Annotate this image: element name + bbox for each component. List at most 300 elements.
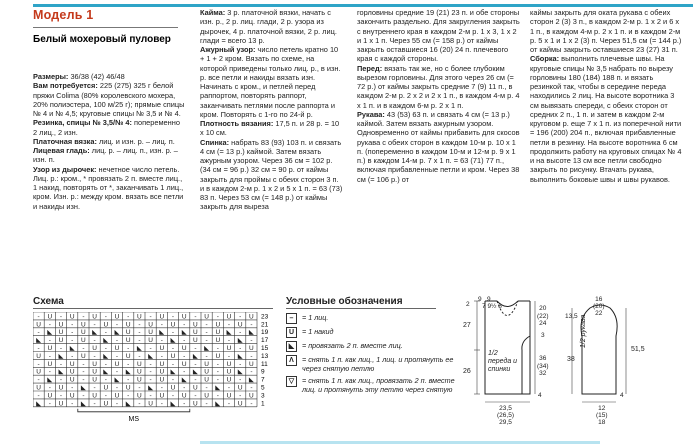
chart-cell-symbol: -: [138, 400, 141, 408]
chart-cell-symbol: -: [205, 400, 208, 408]
legend-item: [286, 376, 456, 394]
legend-text: = 1 накид: [302, 327, 334, 336]
chart-cell-symbol: ◣: [170, 337, 176, 345]
chart-cell-symbol: ◣: [148, 352, 154, 360]
chart-cell-symbol: U: [103, 321, 109, 329]
body-left-mid: 27: [463, 322, 471, 329]
chart-cell-symbol: U: [47, 392, 53, 400]
chart-cell-symbol: -: [216, 368, 219, 376]
legend-symbol: U: [286, 327, 297, 338]
chart-cell-symbol: ◣: [204, 345, 210, 352]
chart-cell-symbol: -: [93, 400, 96, 408]
chart-cell-symbol: ◣: [170, 368, 176, 376]
chart-cell-symbol: ◣: [237, 337, 243, 345]
paragraph-text: выполнить плечевые швы. На круговые спицы № 3,5 набрать по вырезу горловины 180 (184) 188 п. и вязать резинкой так, чтобы в середине переда находились 2 лиц. На высоте воротника 3 см вывязать спереди, с обеих сторон от средних 2 п., 1 п. и затем в каждом 2-м круговом р. еще 7 х 1 п. из поперечной нити = 196 (200) 204 п., включая прибавленные петли в резинку. На высоте воротника 6 см продолжить работу на круговых спицах № 4 и на высоте 13 см все петли свободно закрыть по рисунку. Втачать рукава, выполнить боковые швы и швы рукавов.: [530, 54, 682, 184]
chart-cell-symbol: -: [239, 313, 242, 321]
chart-cell-symbol: U: [237, 384, 243, 392]
chart-cell-symbol: -: [93, 352, 96, 360]
body-right-low: 36 (34) 32: [537, 355, 549, 377]
chart-cell-symbol: U: [137, 368, 142, 376]
chart-cell-symbol: -: [205, 352, 208, 360]
legend-item: [286, 341, 456, 352]
chart-cell-symbol: -: [82, 360, 85, 368]
model-title: Модель 1: [33, 8, 94, 22]
chart-cell-symbol: ◣: [125, 400, 131, 408]
paragraph: [200, 119, 343, 138]
paragraph-text: 3 р. платочной вязки, начать с изн. р., 2 р. лиц. глади, 2 р. узора из дырочек, 4 р. платочной вязки, 2 р. лиц. глади = всего 13 р.: [200, 8, 337, 45]
chart-cell-symbol: U: [193, 384, 198, 392]
chart-cell-symbol: -: [205, 329, 208, 337]
legend-item: [286, 327, 456, 338]
chart-cell-symbol: -: [183, 400, 186, 408]
paragraph-label: Ажурный узор:: [200, 45, 256, 54]
chart-cell-symbol: ◣: [114, 329, 120, 337]
text-column-2: [200, 8, 343, 212]
chart-cell-symbol: U: [125, 352, 131, 360]
chart-cell-symbol: -: [183, 384, 186, 392]
paragraph: [200, 8, 343, 45]
chart-cell-symbol: U: [58, 384, 64, 392]
chart-row-number: 3: [261, 392, 265, 400]
paragraph: [357, 110, 520, 184]
chart-cell-symbol: ◣: [80, 384, 86, 392]
chart-cell-symbol: -: [227, 321, 231, 329]
chart-cell-symbol: -: [205, 321, 208, 329]
body-num-top: 9 9: [478, 296, 491, 303]
chart-cell-symbol: U: [226, 360, 232, 368]
chart-cell-symbol: -: [93, 321, 96, 329]
chart-cell-symbol: -: [183, 321, 186, 329]
chart-cell-symbol: U: [170, 384, 176, 392]
chart-cell-symbol: ◣: [103, 337, 109, 345]
chart-cell-symbol: -: [82, 368, 85, 376]
sleeve-right-num: 51,5: [631, 346, 645, 353]
chart-cell-symbol: -: [37, 329, 40, 337]
chart-cell-symbol: -: [71, 400, 74, 408]
chart-cell-symbol: U: [81, 352, 86, 360]
chart-cell-symbol: -: [48, 337, 51, 345]
chart-cell-symbol: U: [215, 352, 221, 360]
chart-cell-symbol: -: [149, 313, 152, 321]
chart-cell-symbol: -: [239, 345, 242, 352]
chart-cell-symbol: U: [36, 368, 41, 376]
chart-cell-symbol: -: [115, 400, 119, 408]
chart-cell-symbol: U: [204, 368, 209, 376]
chart-cell-symbol: U: [249, 392, 254, 400]
chart-cell-symbol: U: [148, 329, 153, 337]
chart-cell-symbol: -: [194, 376, 197, 384]
chart-cell-symbol: -: [250, 352, 253, 360]
chart-cell-symbol: -: [138, 321, 141, 329]
chart-cell-symbol: -: [93, 337, 96, 345]
chart-cell-symbol: -: [205, 337, 208, 345]
chart-cell-symbol: U: [249, 360, 254, 368]
chart-cell-symbol: U: [215, 337, 221, 345]
chart-cell-symbol: ◣: [80, 400, 86, 408]
chart-cell-symbol: -: [71, 384, 74, 392]
paragraph-label: Размеры:: [33, 72, 69, 81]
paragraph-text: каймы закрыть для оката рукава с обеих сторон 2 (3) 3 п., в каждом 2-м р. 1 х 2 и 6 х 1 п., в каждом 4-м р. 2 х 1 п. и в каждом 2-м р. 5 х 1 и 1 х 2 (3) п. Через 51,5 см (= 144 р.) от каймы закрыть оставшиеся 23 (27) 31 п.: [530, 8, 682, 54]
chart-cell-symbol: ◣: [103, 352, 109, 360]
model-subtitle: Белый мохеровый пуловер: [33, 34, 171, 45]
chart-cell-symbol: U: [36, 352, 41, 360]
chart-cell-symbol: U: [92, 360, 97, 368]
chart-cell-symbol: U: [58, 337, 64, 345]
chart-cell-symbol: U: [226, 376, 232, 384]
chart-cell-symbol: -: [115, 352, 119, 360]
chart-cell-symbol: -: [48, 368, 51, 376]
chart-cell-symbol: -: [71, 352, 74, 360]
legend-text: = снять 1 п. как лиц., 1 лиц. и протянуть ее через снятую петлю: [302, 355, 454, 373]
chart-cell-symbol: U: [226, 368, 232, 376]
paragraph-label: Кайма:: [200, 8, 226, 17]
chart-cell-symbol: ◣: [125, 368, 131, 376]
chart-cell-symbol: -: [138, 329, 141, 337]
chart-cell-symbol: -: [171, 329, 175, 337]
chart-cell-symbol: U: [36, 384, 41, 392]
chart-cell-symbol: ◣: [159, 329, 165, 337]
chart-cell-symbol: -: [239, 360, 242, 368]
paragraph: [200, 45, 343, 119]
paragraph-text: попеременно 2 лиц., 2 изн.: [33, 118, 180, 137]
chart-cell-symbol: U: [215, 329, 221, 337]
chart-cell-symbol: ◣: [170, 400, 176, 408]
paragraph-text: лиц. р. – лиц. п., изн. р. – изн. п.: [33, 146, 178, 165]
chart-cell-symbol: -: [104, 376, 107, 384]
chart-row-number: 5: [261, 384, 265, 392]
paragraph-text: 17,5 п. и 28 р. = 10 х 10 см.: [200, 119, 340, 138]
chart-cell-symbol: -: [171, 392, 175, 400]
chart-cell-symbol: -: [183, 352, 186, 360]
chart-cell-symbol: -: [82, 392, 85, 400]
paragraph-label: Сборка:: [530, 54, 560, 64]
chart-cell-symbol: U: [137, 376, 142, 384]
chart-cell-symbol: -: [149, 368, 152, 376]
chart-row-number: 21: [261, 321, 269, 329]
legend-symbol: ▽: [286, 376, 297, 387]
chart-cell-symbol: -: [127, 313, 130, 321]
chart-row-number: 13: [261, 352, 269, 360]
chart-cell-symbol: ◣: [47, 329, 53, 337]
chart-cell-symbol: -: [104, 392, 107, 400]
paragraph-text: нечетное число петель. Лиц. р.: кром., * провязать 2 п. вместе лиц., 1 накид, повторять от *, заканчивать 1 лиц., кром. Изн. р.: между кром. вязать все петли и накиды изн.: [33, 164, 184, 211]
body-left-low: 26: [463, 368, 471, 375]
paragraph-label: Плотность вязания:: [200, 119, 274, 128]
paragraph-text: число петель кратно 10 + 1 + 2 кром. Вязать по схеме, на которой приведены только лиц. р., в изн. р. все петли и накиды вязать изн. Начинать с кром., и петлей перед раппортом, повторять раппорт, заканчивать петлями после раппорта и кром. Повторять с 1-го по 24-й р.: [200, 45, 341, 119]
chart-cell-symbol: U: [204, 313, 209, 321]
chart-cell-symbol: -: [59, 345, 63, 352]
chart-cell-symbol: -: [227, 384, 231, 392]
chart-cell-symbol: U: [137, 360, 142, 368]
chart-cell-symbol: U: [103, 384, 109, 392]
chart-cell-symbol: U: [193, 329, 198, 337]
chart-cell-symbol: U: [47, 345, 53, 352]
chart-cell-symbol: -: [104, 313, 107, 321]
chart-cell-symbol: U: [125, 321, 131, 329]
chart-cell-symbol: ◣: [181, 329, 187, 337]
chart-cell-symbol: ◣: [181, 376, 187, 384]
paragraph: [357, 8, 520, 64]
chart-cell-symbol: U: [159, 376, 165, 384]
chart-cell-symbol: U: [114, 345, 120, 352]
chart-row-number: 15: [261, 345, 269, 352]
chart-row-number: 9: [261, 368, 265, 376]
legend-symbol: –: [286, 313, 297, 324]
chart-cell-symbol: -: [115, 384, 119, 392]
chart-cell-symbol: U: [69, 313, 75, 321]
top-color-bar: [33, 4, 693, 7]
chart-cell-symbol: U: [81, 321, 86, 329]
paragraph: [33, 72, 186, 81]
paragraph: [33, 146, 186, 165]
text-column-3: [357, 8, 520, 184]
chart-cell-symbol: -: [138, 384, 141, 392]
chart-cell-symbol: U: [58, 321, 64, 329]
chart-cell-symbol: U: [58, 400, 64, 408]
paragraph: [530, 8, 682, 54]
legend-item: [286, 313, 456, 324]
chart-cell-symbol: -: [171, 313, 175, 321]
chart-cell-symbol: U: [193, 400, 198, 408]
legend-divider: [286, 308, 436, 309]
legend-text: = снять 1 п. как лиц., провязать 2 п. вместе лиц. и протянуть эту петлю через снятую: [302, 376, 455, 394]
chart-cell-symbol: ◣: [103, 368, 109, 376]
chart-cell-symbol: -: [149, 345, 152, 352]
legend-heading: Условные обозначения: [286, 296, 403, 307]
paragraph-label: Лицевая гладь:: [33, 146, 90, 155]
chart-cell-symbol: U: [159, 368, 165, 376]
chart-cell-symbol: -: [48, 400, 51, 408]
paragraph-text: вязать так же, но с более глубоким вырезом горловины. Для этого через 26 см (= 72 р.) от каймы закрыть средние 7 (9) 11 п., в каждом 2-м р. 2 х 2 и 2 х 1 п., в каждом 4-м р. 4 х 1 п. и в каждом 6-м р. 2 х 1 п.: [357, 63, 520, 110]
chart-cell-symbol: -: [37, 360, 40, 368]
chart-cell-symbol: -: [37, 392, 40, 400]
chart-cell-symbol: -: [227, 400, 231, 408]
chart-cell-symbol: U: [137, 313, 142, 321]
chart-cell-symbol: -: [194, 360, 197, 368]
bottom-color-bar: [200, 441, 600, 444]
paragraph-label: Рукава:: [357, 109, 385, 119]
chart-cell-symbol: U: [81, 337, 86, 345]
chart-cell-symbol: -: [239, 376, 242, 384]
chart-cell-symbol: -: [115, 321, 119, 329]
chart-cell-symbol: U: [226, 345, 232, 352]
chart-cell-symbol: ◣: [92, 329, 98, 337]
chart-cell-symbol: -: [183, 368, 186, 376]
chart-cell-symbol: U: [148, 321, 153, 329]
chart-cell-symbol: -: [239, 392, 242, 400]
chart-cell-symbol: ◣: [114, 376, 120, 384]
chart-cell-symbol: -: [250, 400, 253, 408]
chart-cell-symbol: -: [250, 368, 253, 376]
chart-cell-symbol: -: [104, 360, 107, 368]
chart-cell-symbol: -: [160, 337, 163, 345]
chart-cell-symbol: U: [181, 360, 187, 368]
paragraph-text: 225 (275) 325 г белой пряжи Colima (80% королевского мохера, 20% полиэстера, 100 м/25 г); прямые спицы № 4 и № 4,5; круговые спицы № 3,5 и № 4.: [33, 81, 185, 118]
paragraph-text: 36/38 (42) 46/48: [68, 72, 125, 81]
paragraph: [357, 64, 520, 110]
chart-cell-symbol: U: [215, 321, 221, 329]
chart-cell-symbol: ◣: [58, 352, 64, 360]
chart-cell-symbol: ◣: [148, 384, 154, 392]
chart-cell-symbol: -: [250, 321, 253, 329]
chart-cell-symbol: -: [59, 360, 63, 368]
paragraph-label: Перед:: [357, 63, 383, 73]
chart-cell-symbol: -: [194, 345, 197, 352]
chart-cell-symbol: -: [171, 345, 175, 352]
chart-cell-symbol: -: [37, 345, 40, 352]
chart-cell-symbol: U: [237, 321, 243, 329]
chart-row-number: 19: [261, 329, 269, 337]
paragraph: [200, 138, 343, 212]
chart-cell-symbol: U: [148, 400, 153, 408]
chart-cell-symbol: -: [149, 360, 152, 368]
chart-cell-symbol: -: [37, 376, 40, 384]
chart-row-number: 7: [261, 376, 265, 384]
chart-cell-symbol: U: [193, 337, 198, 345]
chart-cell-symbol: -: [127, 360, 130, 368]
chart-cell-symbol: U: [181, 313, 187, 321]
chart-cell-symbol: ◣: [136, 345, 142, 352]
chart-cell-symbol: -: [82, 313, 85, 321]
text-column-1: [33, 72, 186, 211]
sleeve-bottom-nums: 12 (15) 18: [596, 405, 608, 426]
body-side-num: 4: [538, 392, 542, 399]
chart-cell-symbol: U: [47, 313, 53, 321]
chart-cell-symbol: -: [138, 352, 141, 360]
text-column-4: [530, 8, 682, 184]
legend-text: = 1 лиц.: [302, 313, 329, 322]
chart-cell-symbol: ◣: [248, 329, 254, 337]
chart-cell-symbol: U: [159, 345, 165, 352]
chart-cell-symbol: U: [249, 345, 254, 352]
chart-cell-symbol: U: [58, 329, 64, 337]
chart-cell-symbol: -: [183, 337, 186, 345]
chart-cell-symbol: -: [227, 352, 231, 360]
chart-cell-symbol: U: [204, 392, 209, 400]
chart-cell-symbol: -: [127, 376, 130, 384]
chart-cell-symbol: -: [160, 321, 163, 329]
chart-cell-symbol: U: [92, 392, 97, 400]
paragraph: [530, 54, 682, 184]
chart-cell-symbol: ◣: [36, 400, 42, 408]
chart-cell-symbol: U: [114, 360, 120, 368]
chart-cell-symbol: U: [103, 400, 109, 408]
chart-cell-symbol: -: [59, 313, 63, 321]
chart-cell-symbol: ◣: [248, 376, 254, 384]
chart-cell-symbol: U: [114, 392, 120, 400]
chart-cell-symbol: ◣: [226, 329, 232, 337]
paragraph-label: Резинка, спицы № 3,5/№ 4:: [33, 118, 132, 128]
chart-cell-symbol: -: [104, 345, 107, 352]
body-num-top2: 7 9½ 8: [482, 303, 502, 310]
chart-cell-symbol: U: [114, 313, 120, 321]
chart-cell-symbol: -: [127, 345, 130, 352]
sleeve-side-num: 4: [620, 392, 624, 399]
chart-cell-symbol: U: [92, 376, 97, 384]
legend-list: [286, 313, 456, 397]
legend-symbol: Λ: [286, 355, 297, 366]
chart-row-number: 1: [261, 400, 265, 408]
chart-cell-symbol: -: [250, 337, 253, 345]
chart-cell-symbol: U: [193, 321, 198, 329]
chart-cell-symbol: U: [92, 345, 97, 352]
paragraph-label: Вам потребуется:: [33, 81, 98, 91]
chart-cell-symbol: -: [194, 313, 197, 321]
chart-cell-symbol: -: [104, 329, 107, 337]
chart-cell-symbol: U: [137, 392, 142, 400]
body-right-nums: 20 (22) 24 3: [537, 305, 549, 339]
chart-cell-symbol: -: [149, 392, 152, 400]
chart-cell-symbol: -: [82, 345, 85, 352]
schema-heading: Схема: [33, 296, 64, 307]
chart-cell-symbol: U: [36, 321, 41, 329]
chart-cell-symbol: U: [148, 337, 153, 345]
chart-cell-symbol: -: [115, 337, 119, 345]
chart-row-number: 17: [261, 337, 269, 345]
legend-symbol: ◣: [286, 341, 297, 352]
chart-cell-symbol: -: [71, 321, 74, 329]
chart-cell-symbol: -: [239, 329, 242, 337]
chart-cell-symbol: U: [226, 392, 232, 400]
chart-cell-symbol: ◣: [192, 368, 198, 376]
chart-cell-symbol: U: [181, 345, 187, 352]
title-divider: [33, 27, 178, 28]
chart-cell-symbol: -: [71, 329, 74, 337]
chart-cell-symbol: ◣: [69, 345, 75, 352]
paragraph: [33, 118, 186, 137]
schema-divider: [33, 308, 273, 309]
chart-cell-symbol: -: [205, 384, 208, 392]
chart-cell-symbol: U: [170, 352, 176, 360]
chart-cell-symbol: -: [127, 392, 130, 400]
chart-cell-symbol: U: [69, 368, 75, 376]
chart-cell-symbol: -: [93, 384, 96, 392]
chart-cell-symbol: -: [59, 392, 63, 400]
chart-cell-symbol: U: [204, 376, 209, 384]
chart-cell-symbol: U: [69, 360, 75, 368]
chart-cell-symbol: U: [92, 368, 97, 376]
sleeve-center-label: 1/2 рукава: [580, 314, 587, 348]
chart-cell-symbol: ◣: [215, 400, 221, 408]
chart-cell-symbol: U: [92, 313, 97, 321]
paragraph-label: Спинка:: [200, 137, 230, 147]
chart-cell-symbol: -: [160, 352, 163, 360]
chart-cell-symbol: U: [159, 360, 165, 368]
knitting-chart: [33, 312, 283, 427]
chart-cell-symbol: U: [181, 392, 187, 400]
chart-cell-symbol: ◣: [58, 368, 64, 376]
chart-cell-symbol: -: [149, 376, 152, 384]
chart-cell-symbol: U: [237, 400, 243, 408]
chart-cell-symbol: ◣: [215, 384, 221, 392]
chart-cell-symbol: -: [48, 384, 51, 392]
chart-cell-symbol: -: [160, 384, 163, 392]
chart-cell-symbol: U: [125, 384, 131, 392]
chart-cell-symbol: U: [170, 321, 176, 329]
chart-cell-symbol: U: [249, 313, 254, 321]
chart-cell-symbol: ◣: [237, 368, 243, 376]
chart-cell-symbol: ◣: [36, 337, 42, 345]
paragraph: [33, 137, 186, 146]
chart-cell-symbol: -: [216, 376, 219, 384]
chart-cell-symbol: -: [71, 337, 74, 345]
chart-cell-symbol: U: [81, 329, 86, 337]
chart-cell-symbol: -: [216, 313, 219, 321]
chart-cell-symbol: -: [48, 321, 51, 329]
chart-cell-symbol: -: [59, 376, 63, 384]
chart-cell-symbol: U: [125, 329, 131, 337]
chart-cell-symbol: -: [171, 376, 175, 384]
